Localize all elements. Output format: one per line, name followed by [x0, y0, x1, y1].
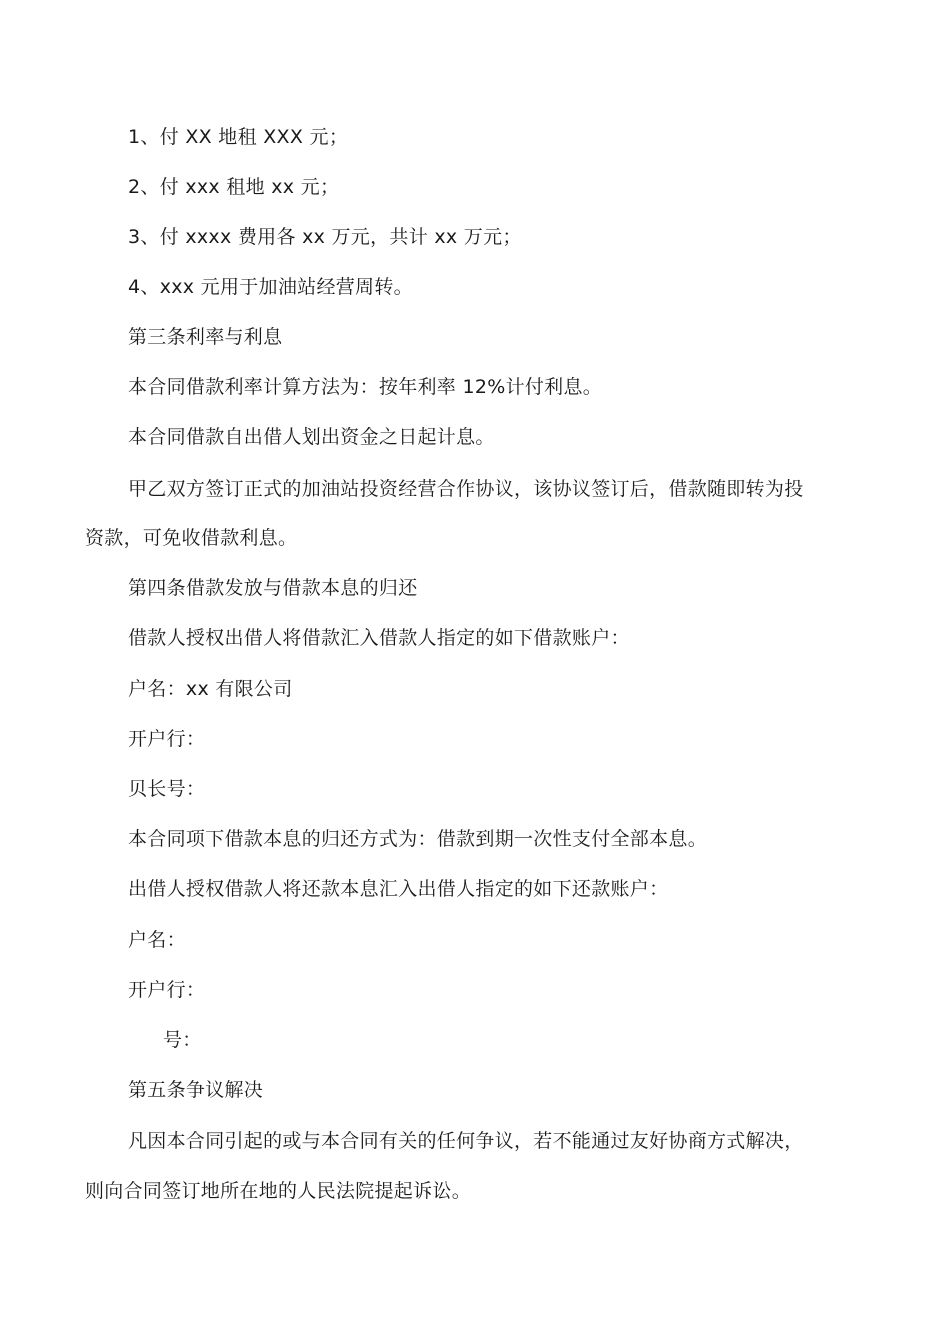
repayment-method-paragraph: 本合同项下借款本息的归还方式为：借款到期一次性支付全部本息。 [128, 828, 708, 850]
repayment-account-number: 号： [163, 1029, 202, 1051]
article-3-heading: 第三条利率与利息 [128, 326, 283, 348]
interest-start-paragraph: 本合同借款自出借人划出资金之日起计息。 [128, 426, 495, 448]
investment-paragraph-line-1: 甲乙双方签订正式的加油站投资经营合作协议，该协议签订后，借款随即转为投 [128, 478, 804, 500]
repayment-account-name: 户名： [128, 929, 186, 951]
loan-account-bank: 开户行： [128, 728, 206, 750]
repayment-account-intro: 出借人授权借款人将还款本息汇入出借人指定的如下还款账户： [128, 878, 669, 900]
article-5-heading: 第五条争议解决 [128, 1079, 264, 1101]
repayment-account-bank: 开户行： [128, 979, 206, 1001]
interest-rate-paragraph: 本合同借款利率计算方法为：按年利率 12%计付利息。 [128, 376, 603, 398]
loan-account-number: 贝长号： [128, 778, 206, 800]
payment-item-4: 4、xxx 元用于加油站经营周转。 [128, 276, 413, 298]
payment-item-1: 1、付 XX 地租 XXX 元； [128, 126, 349, 148]
payment-item-2: 2、付 xxx 租地 xx 元； [128, 176, 340, 198]
payment-item-3: 3、付 xxxx 费用各 xx 万元，共计 xx 万元； [128, 226, 522, 248]
investment-paragraph-line-2: 资款，可免收借款利息。 [85, 527, 298, 549]
dispute-paragraph-line-1: 凡因本合同引起的或与本合同有关的任何争议，若不能通过友好协商方式解决， [128, 1130, 804, 1152]
loan-account-intro: 借款人授权出借人将借款汇入借款人指定的如下借款账户： [128, 627, 630, 649]
article-4-heading: 第四条借款发放与借款本息的归还 [128, 577, 418, 599]
dispute-paragraph-line-2: 则向合同签订地所在地的人民法院提起诉讼。 [85, 1180, 472, 1202]
loan-account-name: 户名：xx 有限公司 [128, 678, 293, 700]
